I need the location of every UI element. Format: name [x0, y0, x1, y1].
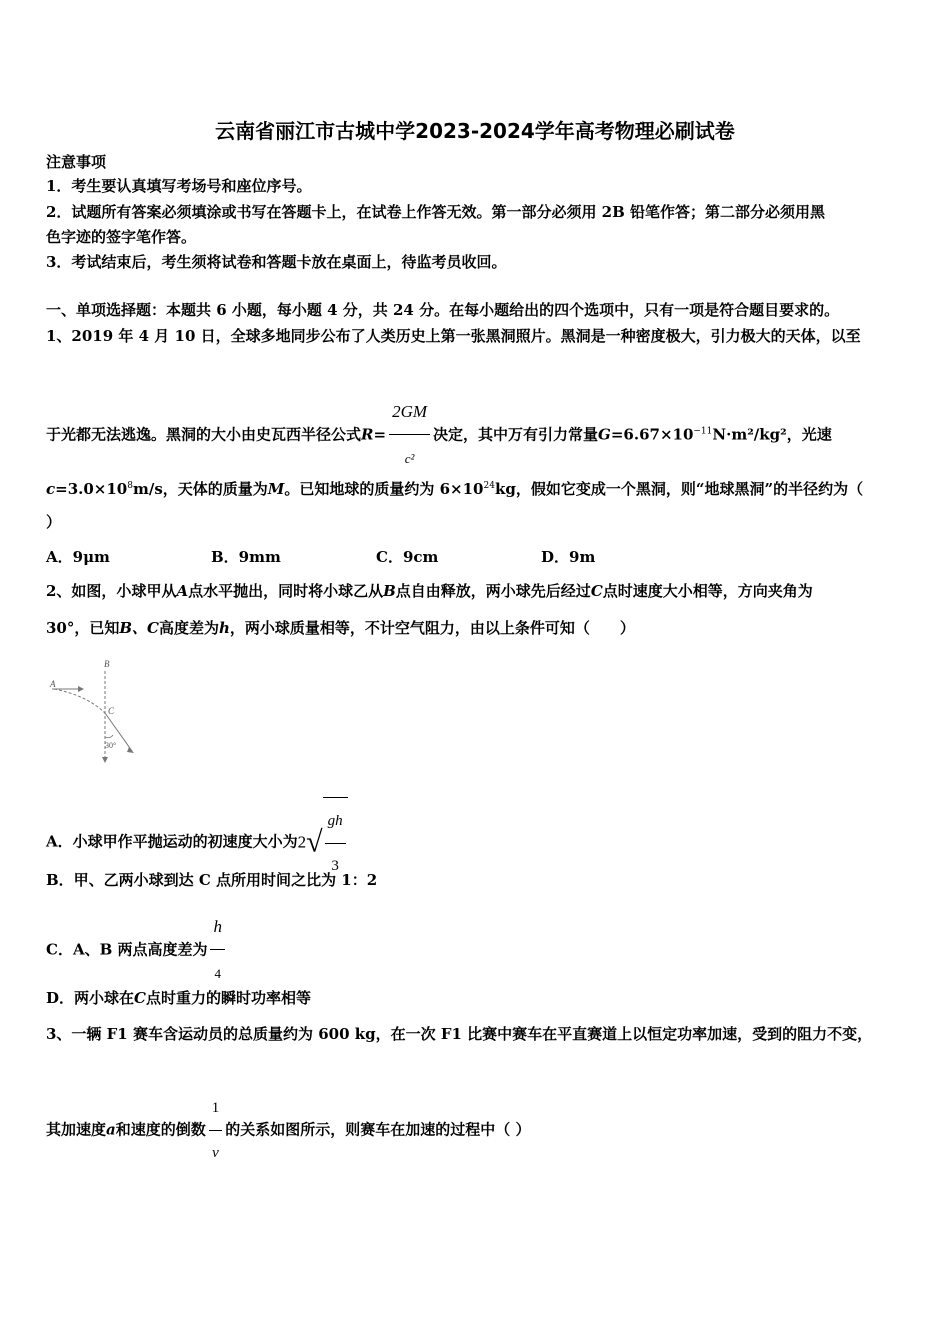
height-fraction: $\frac{h}{4}$ — [210, 905, 225, 996]
schwarzschild-fraction: $\frac{2GM}{\text{c²}}$ — [389, 390, 430, 481]
q2-option-a: A．小球甲作平抛运动的初速度大小为2√ $\frac{gh}{3}$ — [46, 797, 348, 888]
q3-line1: 3、一辆 F1 赛车含运动员的总质量约为 600 kg，在一次 F1 比赛中赛车在平直赛道上以恒定功率加速，受到的阻力不变， — [46, 1025, 873, 1043]
reciprocal-fraction: $\frac{1}{v}$ — [209, 1086, 223, 1175]
q1-option-b: B．9mm — [211, 548, 281, 566]
q2-option-d: D．两小球在C点时重力的瞬时功率相等 — [46, 989, 311, 1007]
q1-option-c: C．9cm — [376, 548, 439, 566]
notice-heading: 注意事项 — [46, 153, 107, 171]
diagonal-arrow-icon — [127, 747, 134, 753]
label-a: A — [50, 679, 56, 689]
q2-line1: 2、如图，小球甲从A点水平抛出，同时将小球乙从B点自由释放，两小球先后经过C点时速度大小相等，方向夹角为 — [46, 582, 813, 600]
q2-option-c: C．A、B 两点高度差为 $\frac{h}{4}$ — [46, 905, 228, 996]
parabolic-path — [54, 689, 105, 713]
q1-option-d: D．9m — [541, 548, 596, 566]
down-arrow-icon — [102, 757, 108, 763]
q1-line1: 1、2019 年 4 月 10 日，全球多地同步公布了人类历史上第一张黑洞照片。黑洞是一种密度极大，引力极大的天体，以至 — [46, 327, 861, 345]
label-c: C — [108, 706, 115, 716]
q2-option-b: B．甲、乙两小球到达 C 点所用时间之比为 1：2 — [46, 871, 378, 889]
section-heading: 一、单项选择题：本题共 6 小题，每小题 4 分，共 24 分。在每小题给出的四个选项中，只有一项是符合题目要求的。 — [46, 301, 840, 319]
q1-line4: ） — [46, 513, 62, 531]
q2-line2: 30°，已知B、C高度差为h，两小球质量相等，不计空气阻力，由以上条件可知（ ） — [46, 619, 635, 637]
label-b: B — [104, 659, 110, 669]
projectile-diagram — [46, 657, 146, 767]
label-angle: 30° — [105, 741, 117, 750]
q3-line2: 其加速度a和速度的倒数 $\frac{1}{v}$ 的关系如图所示，则赛车在加速的过程中（ ） — [46, 1086, 531, 1175]
q1-option-a: A．9μm — [46, 548, 110, 566]
sqrt-expression: 2√ $\frac{gh}{3}$ — [298, 797, 348, 888]
notice-item: 3．考试结束后，考生须将试卷和答题卡放在桌面上，待监考员收回。 — [46, 253, 507, 271]
notice-item: 2．试题所有答案必须填涂或书写在答题卡上，在试卷上作答无效。第一部分必须用 2B 铅笔作答；第二部分必须用黑 — [46, 203, 826, 221]
notice-item: 色字迹的签字笔作答。 — [46, 228, 197, 246]
angle-arc — [105, 735, 113, 738]
page-title: 云南省丽江市古城中学2023-2024学年高考物理必刷试卷 — [215, 119, 735, 143]
notice-item: 1．考生要认真填写考场号和座位序号。 — [46, 177, 312, 195]
q1-line2: 于光都无法逃逸。黑洞的大小由史瓦西半径公式R= $\frac{2GM}{\text{c²}}$ 决定，其中万有引力常量$G=6.67\times 10^{-11}N\cdot m^2$/kg²，光速 — [46, 390, 832, 481]
q1-line3: $c=3.0\times 10^8m/s$，天体的质量为M。已知地球的质量约为 $6\times 10^{24}kg$，假如它变成一个黑洞，则“地球黑洞”的半径约为（ — [46, 480, 864, 498]
right-arrow-icon — [78, 686, 84, 692]
